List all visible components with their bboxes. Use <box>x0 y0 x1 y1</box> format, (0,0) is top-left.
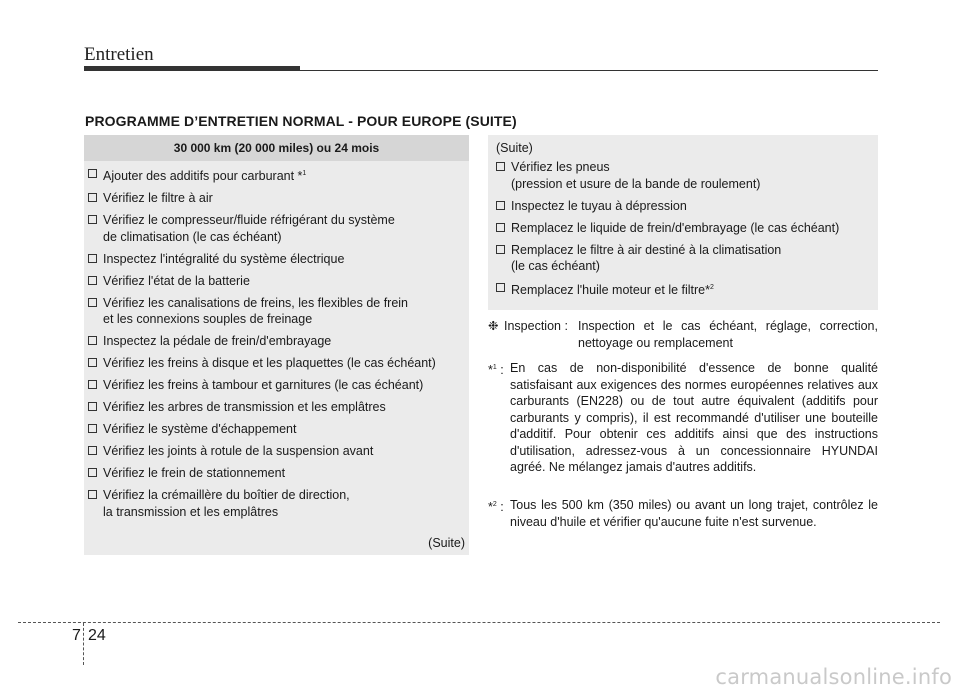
footer-dashed-rule <box>18 622 940 623</box>
checklist-item <box>496 220 878 237</box>
checklist-item-text: Vérifiez le filtre à air <box>103 191 213 205</box>
checklist-item-text: Inspectez l'intégralité du système électrique <box>103 251 345 266</box>
footnote-1 <box>488 360 878 476</box>
footnote-2 <box>488 497 878 530</box>
footnote-2-text: Tous les 500 km (350 miles) ou avant un long trajet, contrôlez le niveau d'huile et vérifier qu'aucune fuite n'est survenue. <box>510 498 878 529</box>
checklist-item <box>88 190 469 207</box>
footnote-2-marker: *$^2$ : <box>488 500 504 514</box>
checkbox-icon <box>88 215 97 224</box>
checklist-item-text: Vérifiez les arbres de transmission et les emplâtres <box>103 400 386 414</box>
checklist-item-text-cont: (le cas échéant) <box>511 259 600 273</box>
checklist-item <box>88 377 469 394</box>
header-rule-thick <box>84 66 300 71</box>
checklist-item-text: Vérifiez les pneus <box>511 160 610 174</box>
checkbox-icon <box>88 193 97 202</box>
footnote-ref: 2 <box>710 284 714 291</box>
checklist-item-text: Vérifiez le compresseur/fluide réfrigérant du système <box>103 213 395 227</box>
checkbox-icon <box>496 245 505 254</box>
page-number: 24 <box>88 627 106 644</box>
checklist-item <box>88 333 469 350</box>
checklist-item-text: Ajouter des additifs pour carburant * <box>103 169 303 183</box>
checkbox-icon <box>88 468 97 477</box>
checkbox-icon <box>88 336 97 345</box>
checkbox-icon <box>88 276 97 285</box>
suite-label-bottom: (Suite) <box>428 536 465 550</box>
checklist-item <box>88 355 469 372</box>
inspection-text: Inspection et le cas échéant, réglage, correction, nettoyage ou remplacement <box>578 319 878 350</box>
right-checklist <box>488 156 878 299</box>
watermark: carmanualsonline.info <box>715 665 952 689</box>
interval-heading: 30 000 km (20 000 miles) ou 24 mois <box>84 135 469 161</box>
checkbox-icon <box>496 201 505 210</box>
footer-dashed-divider <box>83 623 84 665</box>
checklist-item-text: Vérifiez les freins à disque et les plaquettes (le cas échéant) <box>103 356 436 370</box>
checklist-item <box>88 273 469 290</box>
checklist-item-text: Vérifiez l'état de la batterie <box>103 273 250 288</box>
checkbox-icon <box>88 169 97 178</box>
checklist-item <box>496 242 878 275</box>
checklist-item-text: Remplacez le filtre à air destiné à la climatisation <box>511 242 782 257</box>
checkbox-icon <box>88 358 97 367</box>
checkbox-icon <box>88 298 97 307</box>
left-checklist <box>84 161 469 520</box>
checklist-item-text: Vérifiez la crémaillère du boîtier de direction, <box>103 488 350 502</box>
checklist-item <box>88 465 469 482</box>
checklist-item <box>88 443 469 460</box>
checklist-item-text: Remplacez le liquide de frein/d'embrayage (le cas échéant) <box>511 220 840 235</box>
checkbox-icon <box>496 283 505 292</box>
footnote-1-text: En cas de non-disponibilité d'essence de bonne qualité satisfaisant aux exigences des normes européennes relatives aux carburants (EN228) ou de tout autre équivalent (additifs pour carburants y compris), il est recommandé d'utiliser une bouteille d'additif. Pour obtenir ces additifs ainsi que des instructions d'utilisation, adressez-vous à un concessionnaire HYUNDAI agréé. Ne mélangez jamais d'autres additifs. <box>510 361 878 474</box>
checklist-item <box>88 399 469 416</box>
checklist-item-text: Inspectez le tuyau à dépression <box>511 198 687 213</box>
checklist-item-text: Vérifiez le système d'échappement <box>103 422 297 436</box>
checklist-item-text: Inspectez la pédale de frein/d'embrayage <box>103 334 332 348</box>
checkbox-icon <box>88 490 97 499</box>
maintenance-column-right <box>488 135 878 310</box>
checklist-item-text: Remplacez l'huile moteur et le filtre* <box>511 283 710 297</box>
inspection-note <box>488 318 878 351</box>
checklist-item <box>496 159 878 192</box>
checklist-item <box>88 295 469 328</box>
checklist-item <box>88 251 469 268</box>
checkbox-icon <box>88 254 97 263</box>
checklist-item-text-cont: la transmission et les emplâtres <box>103 504 279 519</box>
checkbox-icon <box>496 162 505 171</box>
chapter-number: 7 <box>72 627 81 644</box>
checklist-item <box>88 487 469 520</box>
checklist-item-text-cont: et les connexions souples de freinage <box>103 312 313 326</box>
checkbox-icon <box>88 380 97 389</box>
checklist-item-text: Vérifiez les canalisations de freins, les flexibles de frein <box>103 295 409 310</box>
checklist-item <box>88 166 469 185</box>
checklist-item <box>88 212 469 245</box>
checklist-item-text-cont: de climatisation (le cas échéant) <box>103 229 282 244</box>
checkbox-icon <box>496 223 505 232</box>
footnote-ref: 1 <box>302 170 307 177</box>
checklist-item-text: Vérifiez les freins à tambour et garnitures (le cas échéant) <box>103 378 424 392</box>
section-title: PROGRAMME D’ENTRETIEN NORMAL - POUR EUROPE (SUITE) <box>85 113 517 129</box>
checklist-item <box>496 280 878 299</box>
checkbox-icon <box>88 424 97 433</box>
checklist-item <box>88 421 469 438</box>
maintenance-column-left <box>84 135 469 555</box>
checklist-item-text: Vérifiez les joints à rotule de la suspension avant <box>103 444 374 458</box>
checkbox-icon <box>88 446 97 455</box>
checklist-item-text: Vérifiez le frein de stationnement <box>103 466 286 480</box>
inspection-symbol: ❉ <box>488 319 499 333</box>
suite-label-top: (Suite) <box>496 141 533 155</box>
inspection-label: Inspection : <box>504 319 568 333</box>
header-rule-thin <box>300 70 878 71</box>
header-title: Entretien <box>84 44 154 65</box>
checkbox-icon <box>88 402 97 411</box>
checklist-item <box>496 198 878 215</box>
checklist-item-text-cont: (pression et usure de la bande de roulement) <box>511 176 761 191</box>
footnote-1-marker: *$^1$ : <box>488 363 504 377</box>
